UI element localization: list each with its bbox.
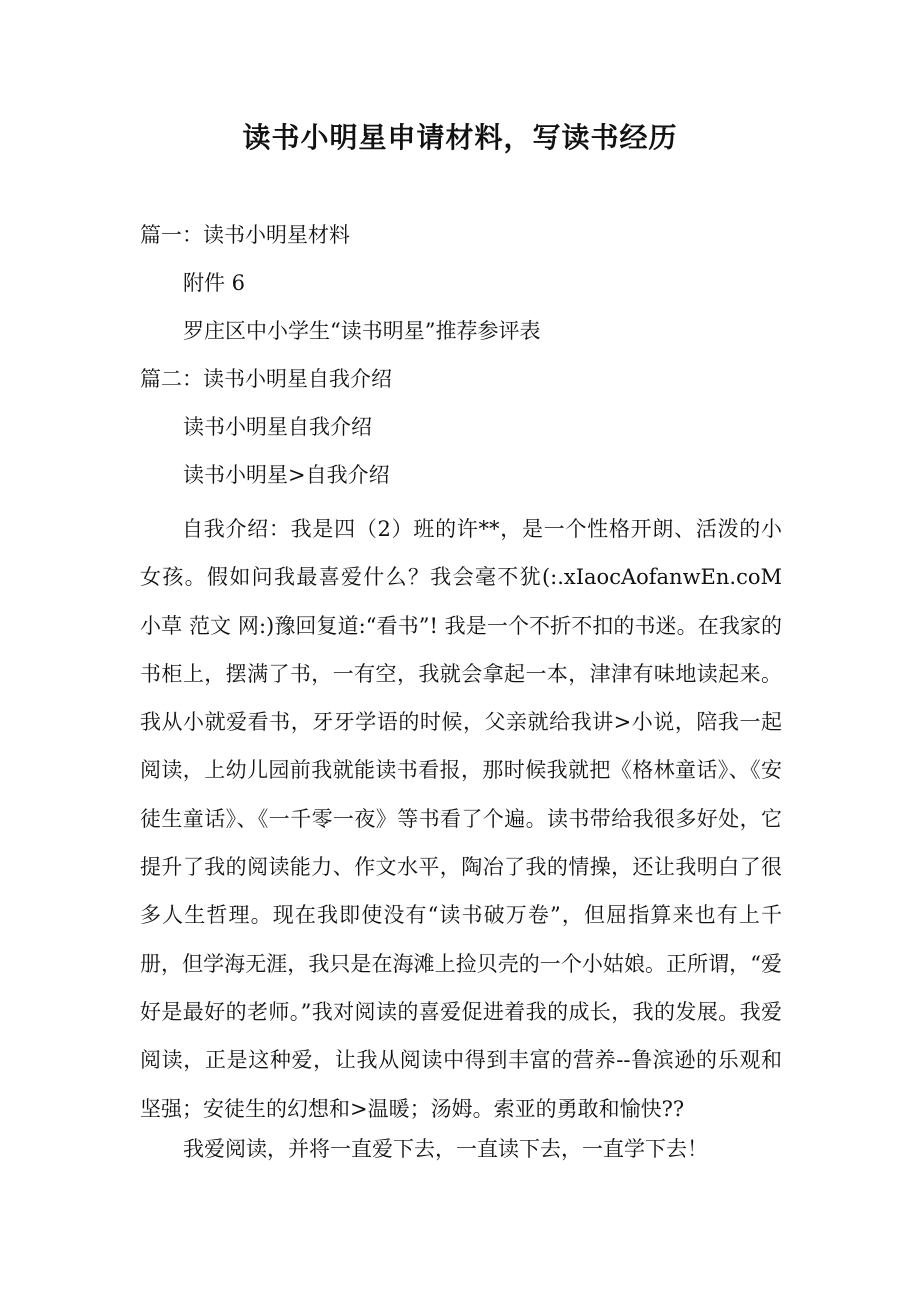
section-1-heading: 篇一：读书小明星材料 (140, 223, 350, 247)
intro-subtitle-2: 读书小明星>自我介绍 (183, 463, 390, 487)
attachment-label: 附件 6 (183, 271, 246, 295)
document-title: 读书小明星申请材料，写读书经历 (242, 121, 678, 154)
closing-sentence: 我爱阅读，并将一直爱下去，一直读下去，一直学下去！ (183, 1137, 708, 1161)
form-title: 罗庄区中小学生“读书明星”推荐参评表 (183, 319, 541, 343)
intro-subtitle: 读书小明星自我介绍 (183, 415, 372, 439)
section-2-heading: 篇二：读书小明星自我介绍 (140, 367, 392, 391)
self-intro-paragraph: 自我介绍：我是四（2）班的许**，是一个性格开朗、活泼的小女孩。假如问我最喜爱什么？我会毫不犹(:.xIaocAofanwEn.coM 小草 范文 网:)豫回复道:“看书”! 我是一个不折不扣的书迷。在我家的书柜上，摆满了书，一有空，我就会拿起一本，津津有味地读起来。我从小就爱看书，牙牙学语的时候，父亲就给我讲>小说，陪我一起阅读，上幼儿园前我就能读书看报，那时候我就把《格林童话》、《安徒生童话》、《一千零一夜》等书看了个遍。读书带给我很多好处，它提升了我的阅读能力、作文水平，陶冶了我的情操，还让我明白了很多人生哲理。现在我即使没有“读书破万卷”，但屈指算来也有上千册，但学海无涯，我只是在海滩上捡贝壳的一个小姑娘。正所谓，“爱好是最好的老师。”我对阅读的喜爱促进着我的成长，我的发展。我爱阅读，正是这种爱，让我从阅读中得到丰富的营养--鲁滨逊的乐观和坚强；安徒生的幻想和>温暖；汤姆。索亚的勇敢和愉快?? (140, 517, 782, 1121)
